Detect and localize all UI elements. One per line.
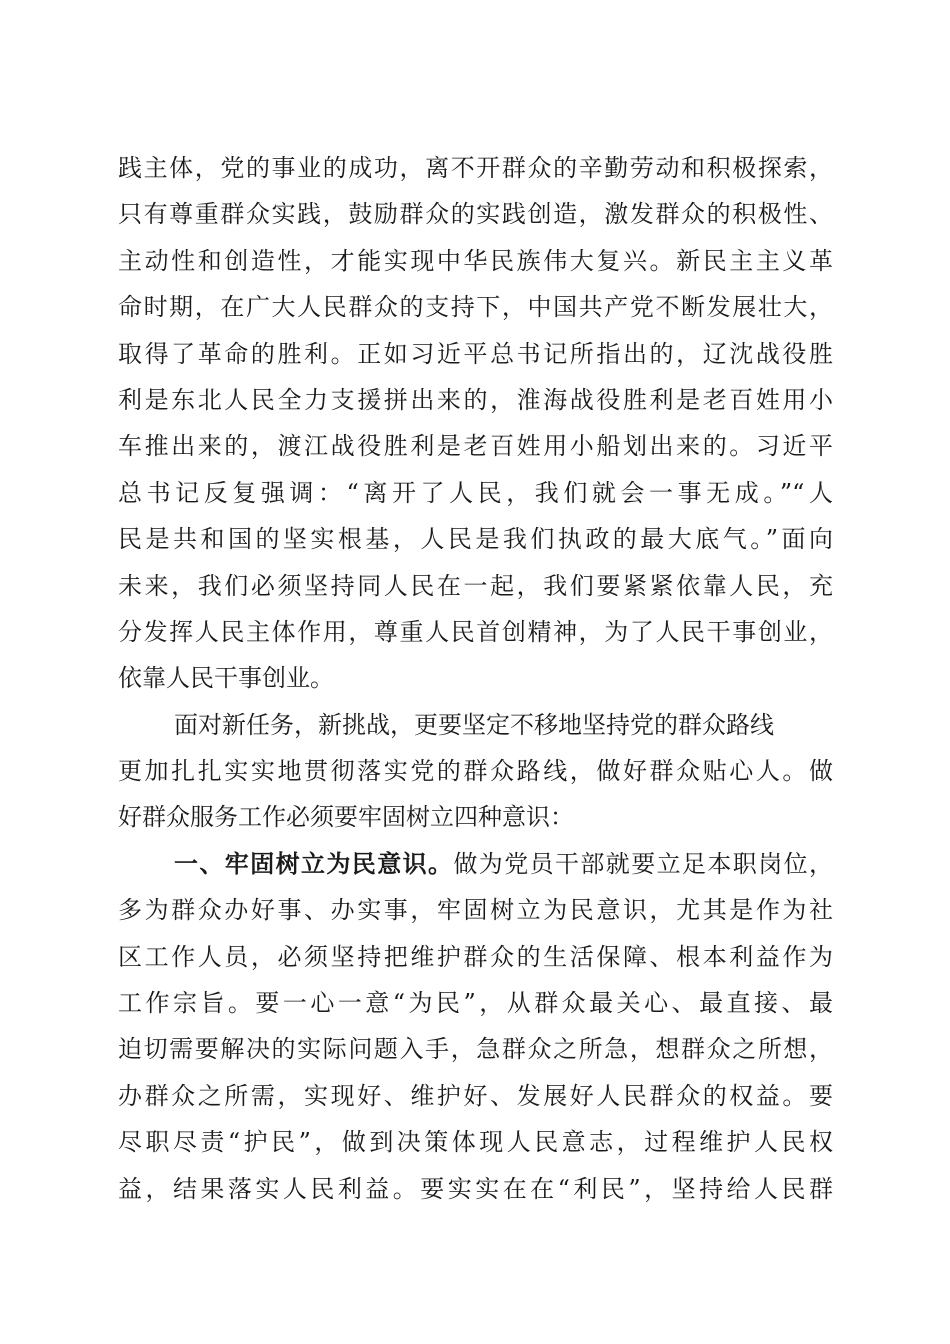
text-line: 尽职尽责“护民”，做到决策体现人民意志，过程维护人民权 [118, 1128, 833, 1157]
paragraph-1 [118, 145, 833, 702]
text-fragment: 做为党员干部就要立足本职岗位， [453, 849, 834, 878]
text-line: 取得了革命的胜利。正如习近平总书记所指出的，辽沈战役胜 [118, 339, 833, 368]
document-page [118, 145, 833, 1212]
text-line: 主动性和创造性，才能实现中华民族伟大复兴。新民主主义革 [118, 246, 833, 275]
text-line: 面对新任务，新挑战，更要坚定不移地坚持党的群众路线 [174, 710, 774, 739]
text-line: 车推出来的，渡江战役胜利是老百姓用小船划出来的。习近平 [118, 432, 833, 461]
text-line: 区工作人员，必须坚持把维护群众的生活保障、根本利益作为 [118, 942, 833, 971]
text-line: 未来，我们必须坚持同人民在一起，我们要紧紧依靠人民，充 [118, 571, 833, 600]
text-line: 民是共和国的坚实根基，人民是我们执政的最大底气。”面向 [118, 525, 833, 554]
text-line: 分发挥人民主体作用，尊重人民首创精神，为了人民干事创业， [118, 617, 833, 646]
text-line: 利是东北人民全力支援拼出来的，淮海战役胜利是老百姓用小 [118, 385, 833, 414]
text-line: 只有尊重群众实践，鼓励群众的实践创造，激发群众的积极性、 [118, 200, 833, 229]
text-line-with-heading [118, 841, 833, 887]
text-line: 命时期，在广大人民群众的支持下，中国共产党不断发展壮大， [118, 293, 833, 322]
text-line: 办群众之所需，实现好、维护好、发展好人民群众的权益。要 [118, 1081, 833, 1110]
paragraph-2 [118, 702, 833, 841]
paragraph-3 [118, 841, 833, 1212]
text-line: 迫切需要解决的实际问题入手，急群众之所急，想群众之所想， [118, 1035, 833, 1064]
text-line: 践主体，党的事业的成功，离不开群众的辛勤劳动和积极探索， [118, 154, 833, 182]
text-line: 益，结果落实人民利益。要实实在在“利民”，坚持给人民群 [118, 1174, 833, 1203]
text-line: 多为群众办好事、办实事，牢固树立为民意识，尤其是作为社 [118, 896, 833, 925]
section-heading: 一、牢固树立为民意识。 [174, 849, 454, 878]
text-line: 好群众服务工作必须要牢固树立四种意识： [118, 803, 574, 832]
text-line: 总书记反复强调：“离开了人民，我们就会一事无成。”“人 [118, 478, 833, 507]
text-line: 依靠人民干事创业。 [118, 664, 334, 693]
text-line: 更加扎扎实实地贯彻落实党的群众路线，做好群众贴心人。做 [118, 757, 833, 786]
text-line: 工作宗旨。要一心一意“为民”，从群众最关心、最直接、最 [118, 989, 833, 1018]
